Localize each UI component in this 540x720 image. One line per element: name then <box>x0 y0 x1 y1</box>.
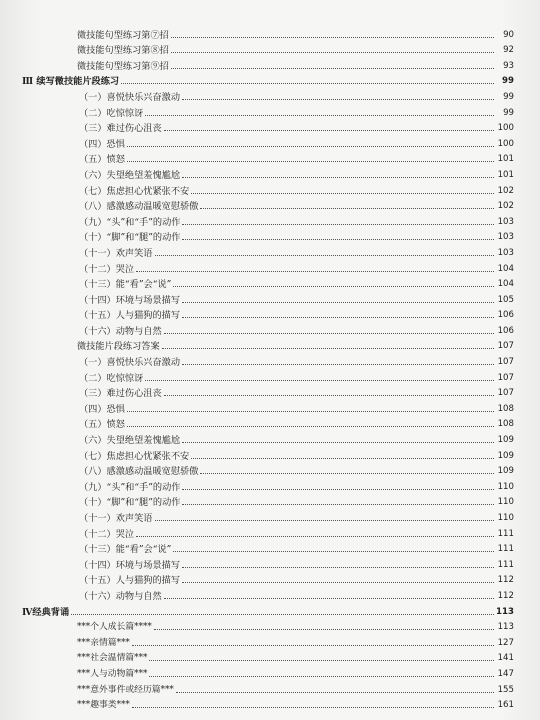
toc-section-heading[interactable] <box>0 72 540 88</box>
toc-entry[interactable] <box>0 197 540 213</box>
toc-entry-title: （十三）能“看”会“说” <box>79 279 172 291</box>
toc-page-number: 110 <box>497 481 514 492</box>
toc-page-number: 99 <box>502 76 514 87</box>
dot-leader <box>155 255 495 256</box>
toc-entry-title: （九）“头”和“手”的动作 <box>79 481 181 493</box>
toc-section-heading[interactable] <box>0 602 540 618</box>
dot-leader <box>182 302 494 303</box>
toc-entry[interactable] <box>0 430 540 446</box>
toc-entry-title: （三）难过伤心沮丧 <box>79 123 162 135</box>
toc-entry[interactable] <box>0 243 540 259</box>
toc-page-number: 102 <box>497 201 514 212</box>
dot-leader <box>182 239 494 240</box>
toc-entry-title: （十五）人与猫狗的描写 <box>79 575 181 587</box>
toc-page-number: 104 <box>497 263 514 274</box>
toc-entry-title: ***意外事件或经历篇*** <box>77 684 174 695</box>
toc-entry[interactable] <box>0 306 540 322</box>
toc-page-number: 109 <box>497 466 514 477</box>
dot-leader <box>164 333 494 334</box>
dot-leader <box>154 629 494 630</box>
dot-leader <box>200 208 494 209</box>
toc-page-number: 108 <box>497 419 514 430</box>
toc-entry-title: （十六）动物与自然 <box>79 325 162 337</box>
dot-leader <box>173 551 494 552</box>
dot-leader <box>171 37 494 38</box>
toc-entry-title: （十三）能“看”会“说” <box>79 544 172 556</box>
toc-entry[interactable] <box>0 321 540 337</box>
dot-leader <box>162 348 494 349</box>
dot-leader <box>71 614 494 615</box>
toc-entry-title: （十一）欢声笑语 <box>79 513 153 524</box>
dot-leader <box>149 660 494 661</box>
toc-page-number: 111 <box>497 544 514 555</box>
toc-page-number: 103 <box>497 216 514 227</box>
dot-leader <box>182 99 494 100</box>
toc-entry[interactable] <box>0 571 540 587</box>
toc-entry[interactable] <box>0 259 540 275</box>
dot-leader <box>145 380 494 381</box>
toc-page-number: 161 <box>497 700 514 711</box>
toc-entry-title: （二）吃惊惊讶 <box>79 107 144 119</box>
toc-page-number: 155 <box>497 684 514 695</box>
toc-entry-title: （四）恐惧 <box>79 138 125 150</box>
toc-entry-title: （八）感激感动温暖宽慰骄傲 <box>79 466 199 478</box>
toc-entry[interactable] <box>0 415 540 431</box>
toc-entry[interactable] <box>0 134 540 150</box>
dot-leader <box>132 707 494 708</box>
toc-entry-title: （十四）环境与场景描写 <box>79 294 181 306</box>
dot-leader <box>136 536 494 537</box>
dot-leader <box>127 426 494 427</box>
toc-entry[interactable] <box>0 25 540 41</box>
dot-leader <box>182 224 494 225</box>
toc-entry[interactable] <box>0 649 540 665</box>
toc-subsection-heading[interactable] <box>0 337 540 353</box>
toc-page-number: 99 <box>503 91 514 102</box>
toc-entry-title: （四）恐惧 <box>79 403 125 415</box>
toc-page-number: 106 <box>497 310 514 321</box>
toc-entry[interactable] <box>0 399 540 415</box>
toc-entry-title: （六）失望绝望羞愧尴尬 <box>79 169 181 181</box>
toc-page-number: 111 <box>497 528 514 539</box>
toc-entry-title: Ⅲ 续写微技能片段练习 <box>22 76 120 88</box>
toc-entry-title: （九）“头”和“手”的动作 <box>79 216 181 228</box>
toc-entry[interactable] <box>0 493 540 509</box>
toc-entry-title: 微技能片段练习答案 <box>77 341 160 353</box>
dot-leader <box>182 442 494 443</box>
dot-leader <box>127 161 494 162</box>
toc-entry[interactable] <box>0 275 540 291</box>
toc-page-number: 107 <box>497 372 514 383</box>
toc-entry-title: （十一）欢声笑语 <box>79 247 153 259</box>
table-of-contents <box>0 25 540 711</box>
toc-entry-title: 微技能句型练习第⑨招 <box>77 60 169 72</box>
toc-entry[interactable] <box>0 462 540 478</box>
toc-entry-title: （三）难过伤心沮丧 <box>79 388 162 400</box>
dot-leader <box>182 177 494 178</box>
dot-leader <box>164 395 494 396</box>
toc-entry-title: （一）喜悦快乐兴奋激动 <box>79 357 181 369</box>
toc-page-number: 107 <box>497 388 514 399</box>
dot-leader <box>182 582 494 583</box>
toc-page-number: 112 <box>497 590 514 601</box>
toc-entry[interactable] <box>0 524 540 540</box>
toc-entry[interactable] <box>0 696 540 712</box>
toc-entry[interactable] <box>0 384 540 400</box>
toc-entry-title: ***人与动物篇*** <box>77 668 148 679</box>
toc-entry[interactable] <box>0 586 540 602</box>
toc-entry-title: （十）“脚”和“腿”的动作 <box>79 497 181 509</box>
toc-page-number: 93 <box>503 60 514 71</box>
toc-entry[interactable] <box>0 56 540 72</box>
toc-page-number: 109 <box>497 450 514 461</box>
toc-page-number: 92 <box>503 45 514 56</box>
toc-entry-title: （一）喜悦快乐兴奋激动 <box>79 91 181 103</box>
toc-entry[interactable] <box>0 41 540 57</box>
toc-entry-title: ***趣事类*** <box>77 700 130 711</box>
dot-leader <box>132 645 494 646</box>
toc-entry[interactable] <box>0 103 540 119</box>
toc-entry-title: （五）愤怒 <box>79 154 125 166</box>
dot-leader <box>182 317 494 318</box>
toc-entry[interactable] <box>0 181 540 197</box>
toc-entry[interactable] <box>0 290 540 306</box>
toc-entry[interactable] <box>0 555 540 571</box>
toc-entry[interactable] <box>0 212 540 228</box>
toc-entry-title: 微技能句型练习第⑦招 <box>77 29 169 41</box>
toc-entry-title: （十二）哭泣 <box>79 528 135 540</box>
toc-entry-title: （十二）哭泣 <box>79 263 135 275</box>
toc-page-number: 103 <box>497 247 514 258</box>
toc-entry-title: （八）感激感动温暖宽慰骄傲 <box>79 201 199 213</box>
toc-entry-title: ***个人成长篇**** <box>77 622 152 633</box>
toc-entry[interactable] <box>0 165 540 181</box>
dot-leader <box>191 458 494 459</box>
dot-leader <box>164 598 494 599</box>
toc-entry[interactable] <box>0 446 540 462</box>
toc-entry-title: （十四）环境与场景描写 <box>79 559 181 571</box>
dot-leader <box>127 146 494 147</box>
dot-leader <box>191 193 494 194</box>
toc-page-number: 113 <box>496 606 514 617</box>
toc-entry[interactable] <box>0 633 540 649</box>
toc-entry[interactable] <box>0 618 540 634</box>
toc-page-number: 103 <box>497 232 514 243</box>
toc-page-number: 107 <box>497 341 514 352</box>
dot-leader <box>149 676 494 677</box>
dot-leader <box>200 473 494 474</box>
toc-page-number: 99 <box>503 107 514 118</box>
dot-leader <box>127 411 494 412</box>
toc-page-number: 101 <box>497 154 514 165</box>
toc-entry[interactable] <box>0 87 540 103</box>
toc-page-number: 108 <box>497 403 514 414</box>
toc-entry-title: （六）失望绝望羞愧尴尬 <box>79 435 181 447</box>
dot-leader <box>176 692 494 693</box>
dot-leader <box>155 520 495 521</box>
toc-page-number: 109 <box>497 435 514 446</box>
toc-entry[interactable] <box>0 352 540 368</box>
dot-leader <box>171 52 494 53</box>
toc-entry-title: （十）“脚”和“腿”的动作 <box>79 232 181 244</box>
toc-page-number: 106 <box>497 325 514 336</box>
toc-entry-title: Ⅳ经典背诵 <box>22 606 70 618</box>
toc-page-number: 110 <box>497 513 514 523</box>
toc-page-number: 147 <box>497 668 514 679</box>
toc-page-number: 104 <box>497 279 514 290</box>
toc-page-number: 100 <box>497 123 514 134</box>
dot-leader <box>182 364 494 365</box>
dot-leader <box>173 286 494 287</box>
toc-entry[interactable] <box>0 508 540 524</box>
toc-page-number: 107 <box>497 357 514 368</box>
toc-entry-title: （二）吃惊惊讶 <box>79 372 144 384</box>
toc-page-number: 110 <box>497 497 514 508</box>
toc-page-number: 111 <box>497 559 514 570</box>
toc-page-number: 100 <box>497 138 514 149</box>
toc-entry[interactable] <box>0 477 540 493</box>
toc-page-number: 101 <box>497 169 514 180</box>
toc-entry-title: （七）焦虑担心忧紧张不安 <box>79 450 190 462</box>
toc-page-number: 113 <box>497 622 514 633</box>
toc-entry-title: ***亲情篇*** <box>77 637 130 648</box>
toc-entry[interactable] <box>0 664 540 680</box>
toc-entry[interactable] <box>0 540 540 556</box>
toc-page-number: 90 <box>503 29 514 40</box>
toc-entry[interactable] <box>0 119 540 135</box>
toc-entry-title: （五）愤怒 <box>79 419 125 431</box>
toc-entry[interactable] <box>0 368 540 384</box>
toc-entry-title: 微技能句型练习第⑧招 <box>77 45 169 57</box>
dot-leader <box>121 83 494 84</box>
toc-entry[interactable] <box>0 228 540 244</box>
toc-page-number: 127 <box>497 637 514 648</box>
toc-page-number: 112 <box>497 575 514 586</box>
toc-entry-title: （十六）动物与自然 <box>79 590 162 602</box>
dot-leader <box>136 271 494 272</box>
dot-leader <box>182 504 494 505</box>
toc-entry[interactable] <box>0 150 540 166</box>
dot-leader <box>145 115 494 116</box>
toc-entry-title: （十五）人与猫狗的描写 <box>79 310 181 322</box>
toc-page-number: 141 <box>497 653 514 664</box>
toc-entry-title: （七）焦虑担心忧紧张不安 <box>79 185 190 197</box>
dot-leader <box>182 567 494 568</box>
toc-page-number: 105 <box>497 294 514 305</box>
toc-entry[interactable] <box>0 680 540 696</box>
dot-leader <box>182 489 494 490</box>
toc-entry-title: ***社会温情篇*** <box>77 653 148 664</box>
dot-leader <box>171 68 494 69</box>
dot-leader <box>164 130 494 131</box>
toc-page-number: 102 <box>497 185 514 196</box>
